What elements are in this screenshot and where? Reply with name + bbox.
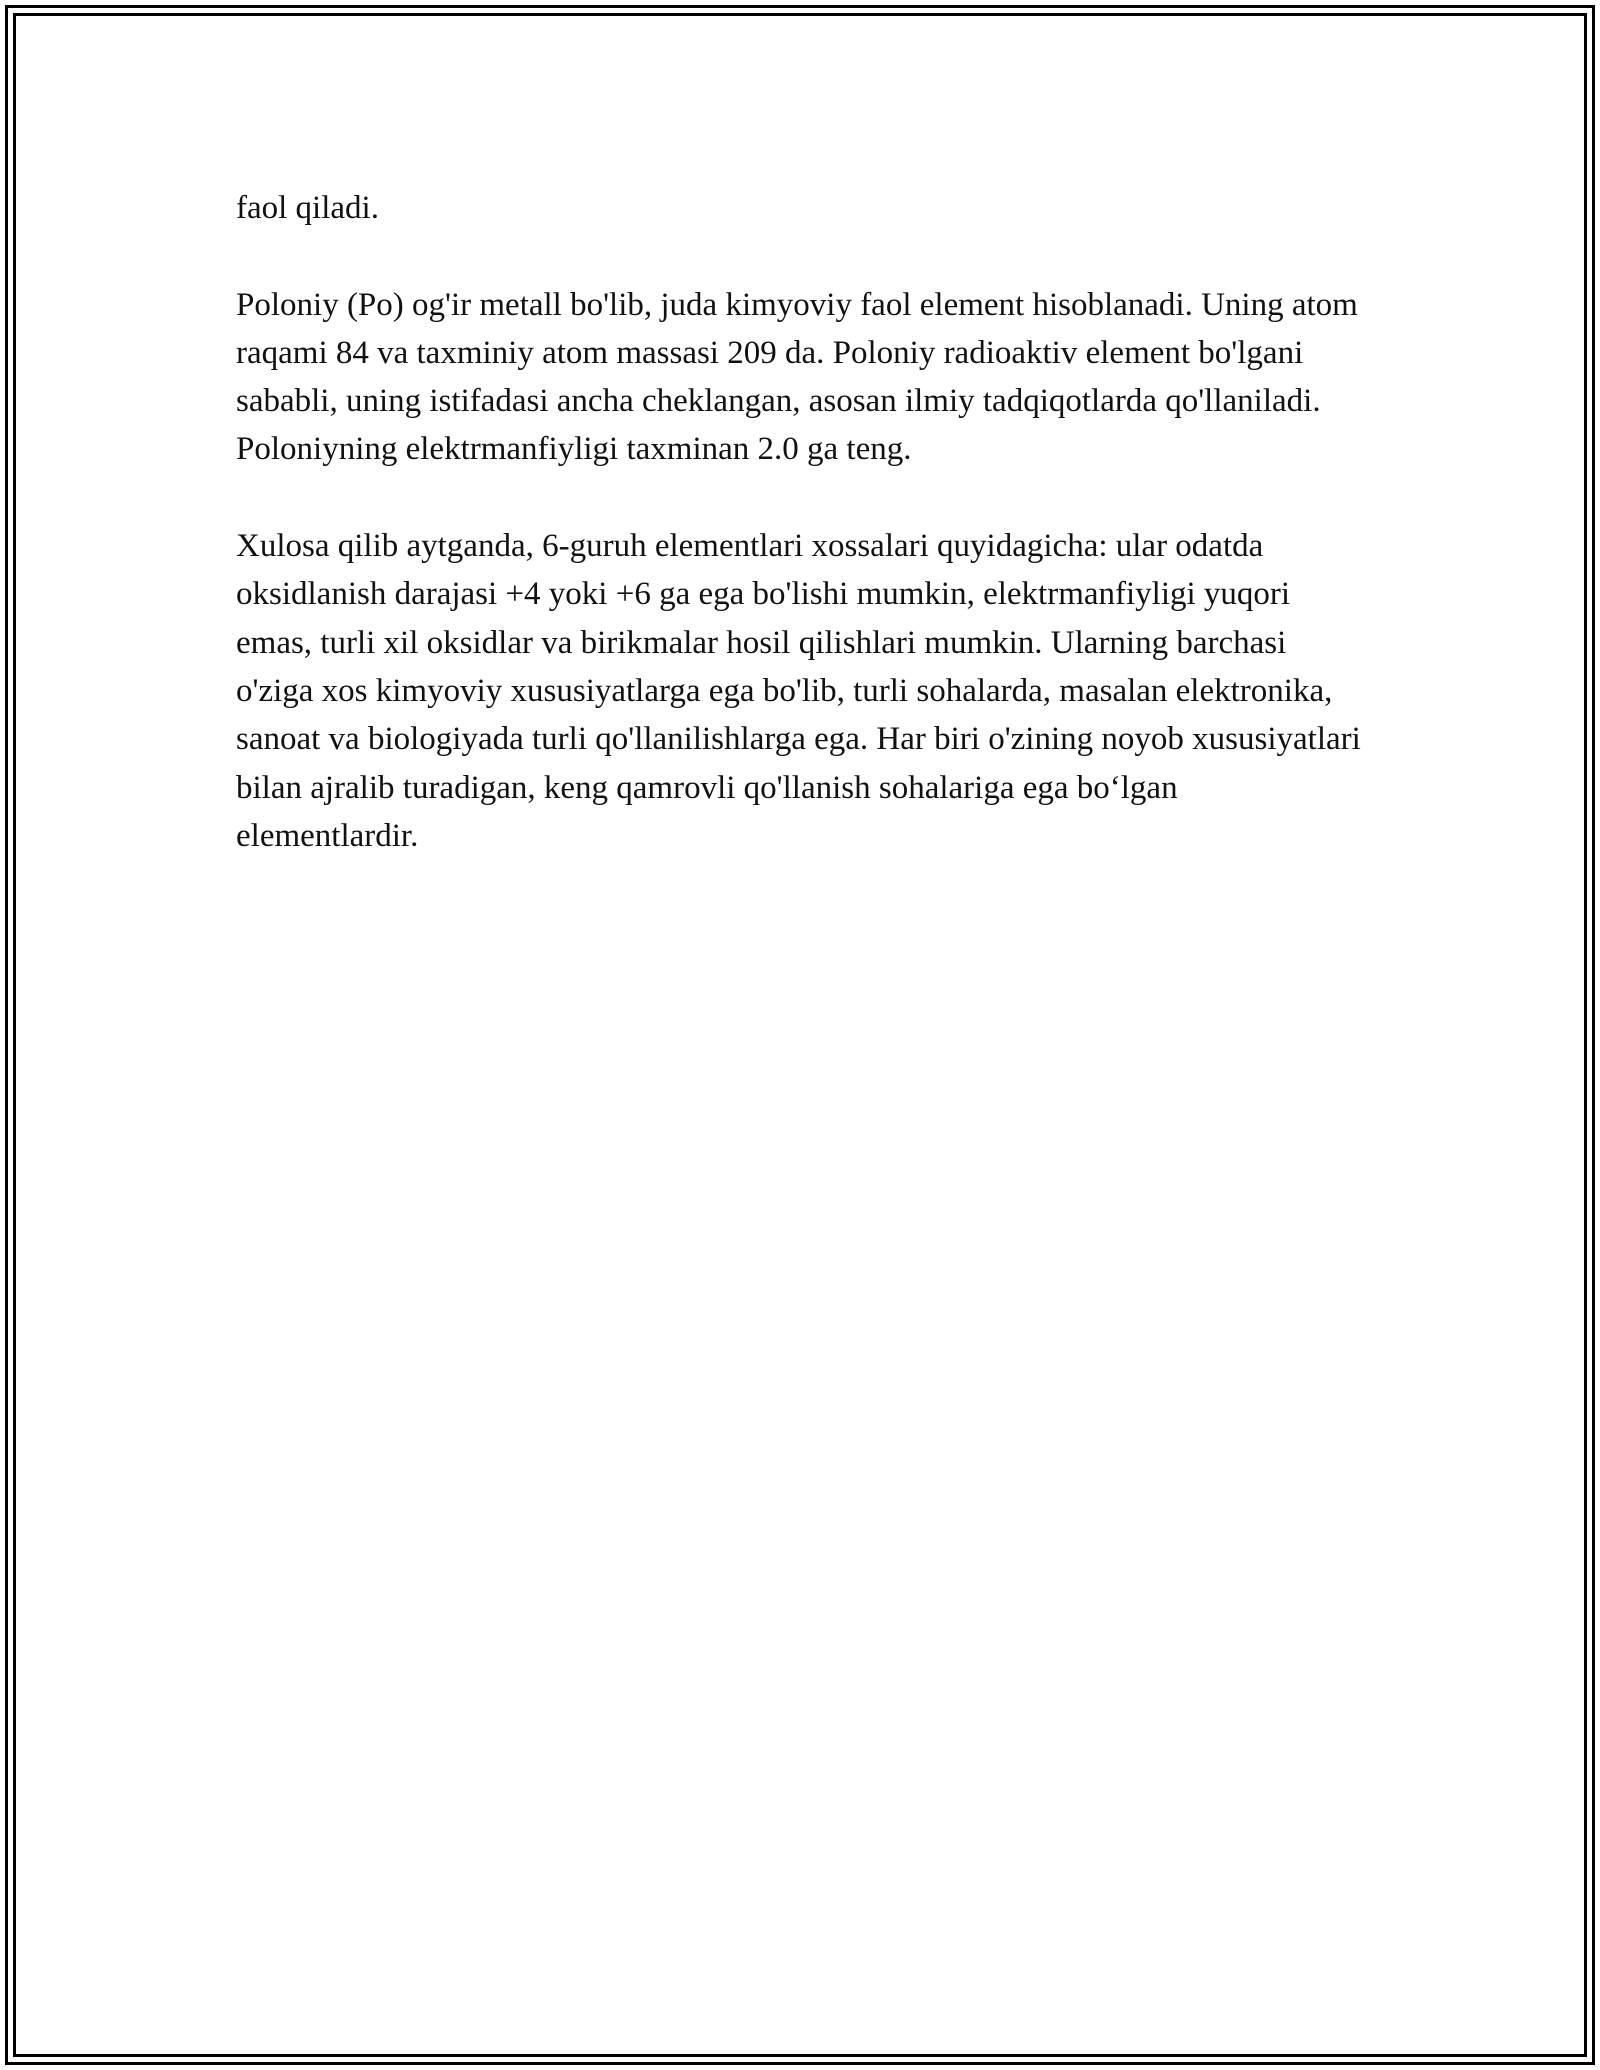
document-body xyxy=(236,184,1366,908)
paragraph-conclusion: Xulosa qilib aytganda, 6-guruh elementlari xossalari quyidagicha: ular odatda oksidlanish darajasi +4 yoki +6 ga ega bo'lishi mumkin, elektrmanfiyligi yuqori emas, turli xil oksidlar va birikmalar hosil qilishlari mumkin. Ularning barchasi o'ziga xos kimyoviy xususiyatlarga ega bo'lib, turli sohalarda, masalan elektronika, sanoat va biologiyada turli qo'llanilishlarga ega. Har biri o'zining noyob xususiyatlari bilan ajralib turadigan, keng qamrovli qo'llanish sohalariga ega bo‘lgan elementlardir. xyxy=(236,528,1361,854)
paragraph-polonium: Poloniy (Po) og'ir metall bo'lib, juda kimyoviy faol element hisoblanadi. Uning atom raqami 84 va taxminiy atom massasi 209 da. Poloniy radioaktiv element bo'lgani sababli, uning istifadasi ancha cheklangan, asosan ilmiy tadqiqotlarda qo'llaniladi. Poloniyning elektrmanfiyligi taxminan 2.0 ga teng. xyxy=(236,286,1358,468)
paragraph-continuation: faol qiladi. xyxy=(236,190,379,226)
